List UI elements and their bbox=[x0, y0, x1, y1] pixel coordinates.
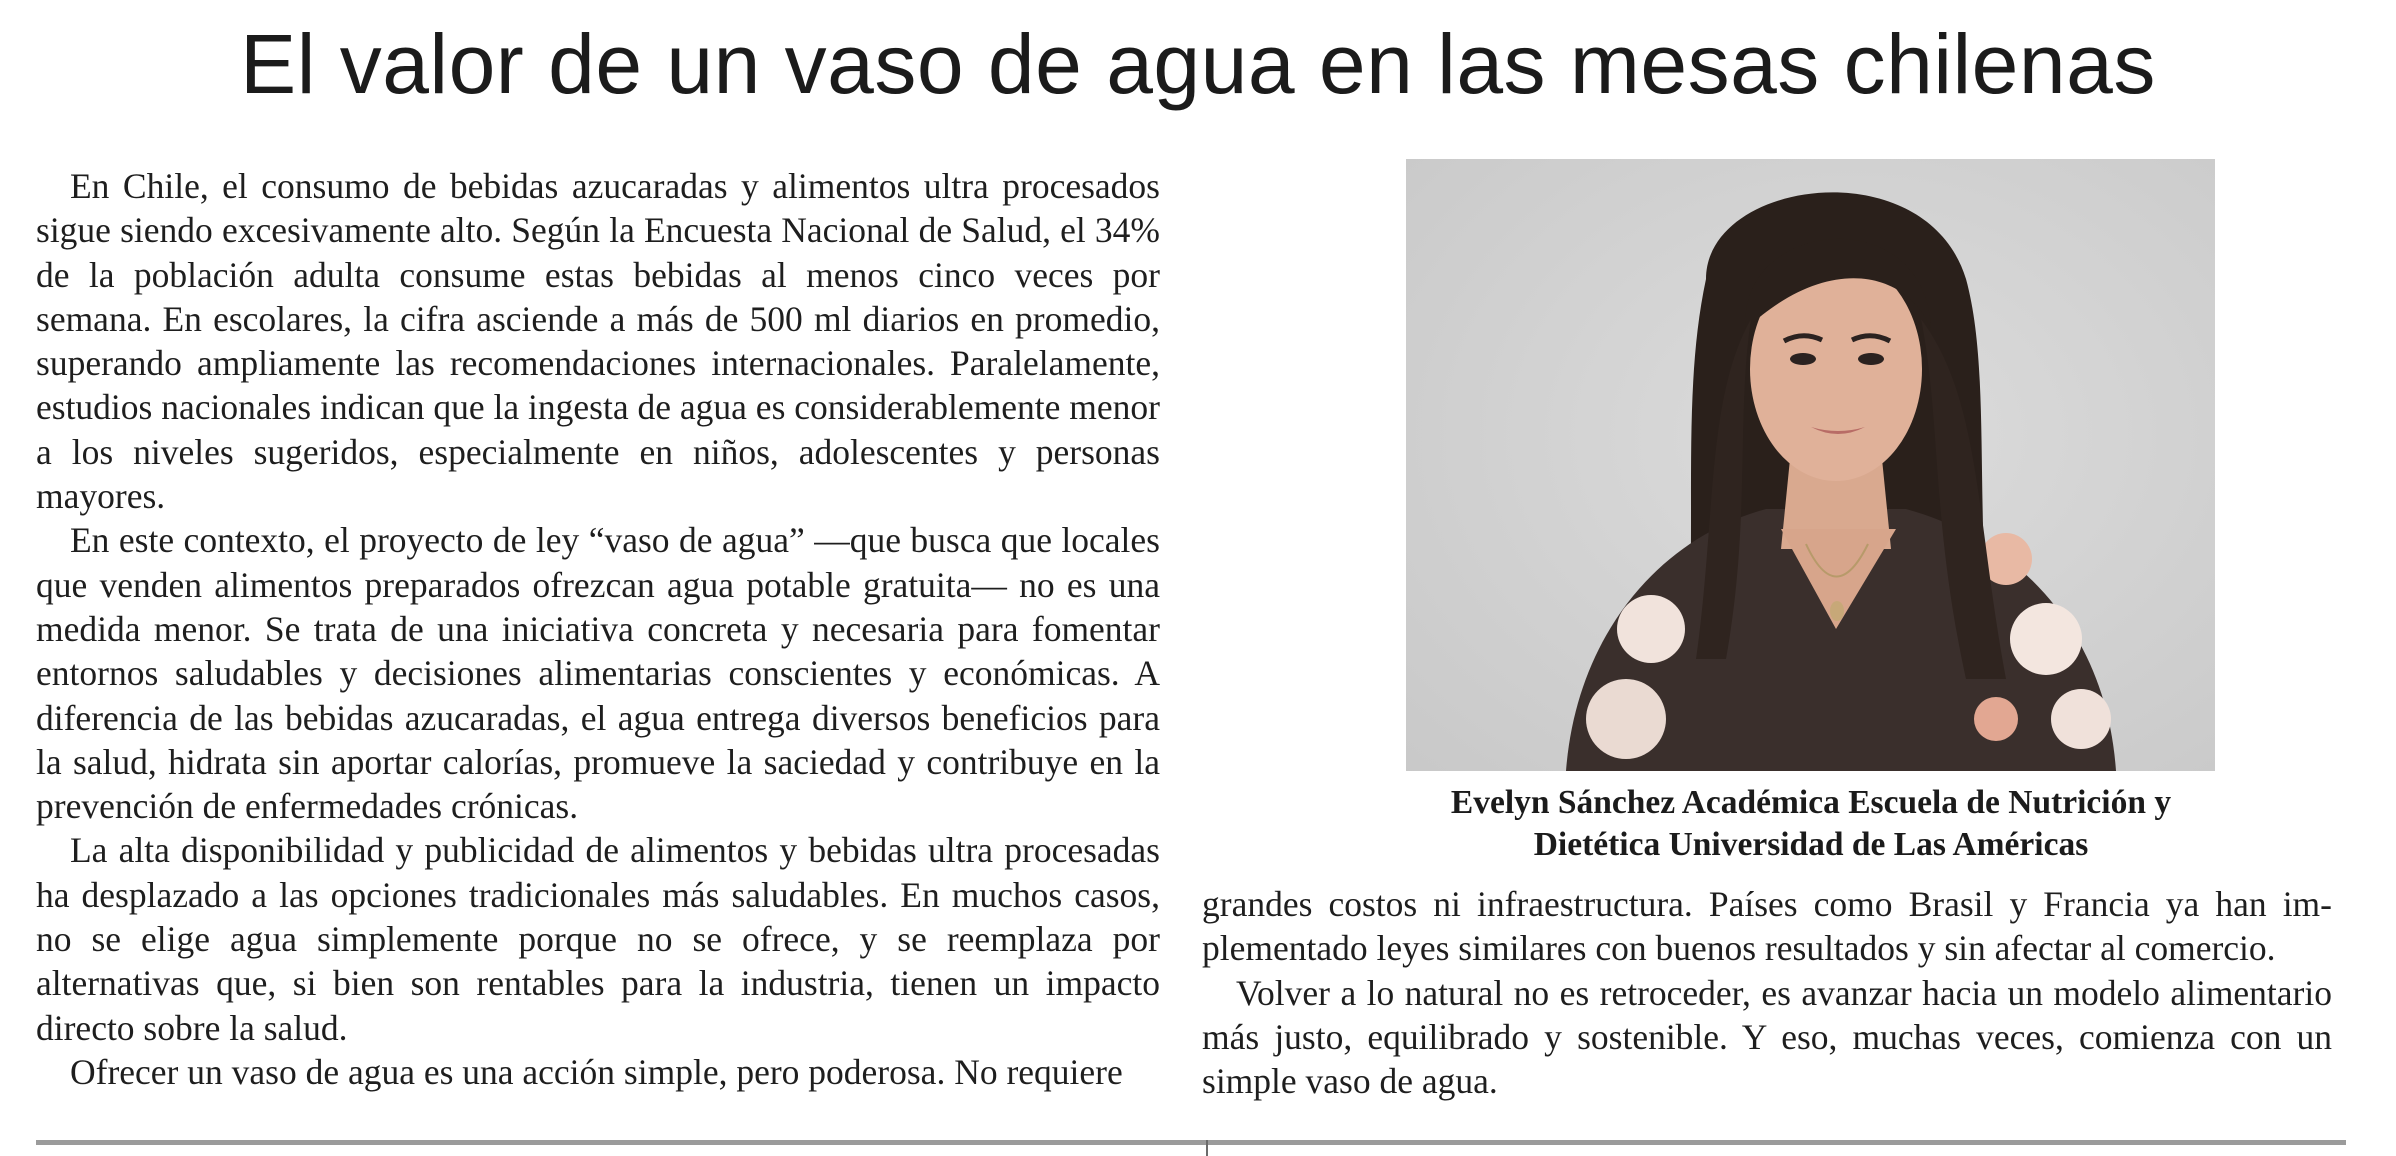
paragraph-2: En este contexto, el proyecto de ley “vaso de agua” —que busca que locales que venden alimentos preparados ofrezcan agua potable gratuita— no es una medida menor. Se trata de una iniciativa concreta y necesaria para fomentar entornos saludables y decisiones alimentarias conscientes y económicas. A diferencia de las bebidas azucaradas, el agua entrega diversos beneficios para la salud, hidrata sin aportar calorías, promueve la saciedad y contribuye en la prevención de enfermedades crónicas. bbox=[36, 520, 1160, 827]
paragraph-5: grandes costos ni infraestructura. Países como Brasil y Francia ya han implementado leyes similares con buenos resultados y sin afectar al comercio. bbox=[1202, 884, 2332, 969]
article-headline: El valor de un vaso de agua en las mesas chilenas bbox=[240, 17, 2156, 111]
author-portrait-illustration bbox=[1406, 159, 2215, 771]
photo-caption bbox=[1290, 782, 2332, 866]
author-portrait-photo bbox=[1406, 159, 2215, 771]
photo-caption-line-2: Dietética Universidad de Las Américas bbox=[1533, 826, 2089, 863]
article-body-right-column bbox=[1202, 882, 2332, 1103]
paragraph-6: Volver a lo natural no es retroceder, es avanzar hacia un modelo alimentario más justo, equilibrado y sostenible. Y eso, muchas veces, comienza con un simple vaso de agua. bbox=[1202, 972, 2332, 1102]
column-divider-tick bbox=[1206, 1140, 1208, 1156]
photo-caption-line-1: Evelyn Sánchez Académica Escuela de Nutrición y bbox=[1450, 784, 2172, 821]
paragraph-4: Ofrecer un vaso de agua es una acción simple, pero poderosa. No requiere bbox=[70, 1051, 1123, 1092]
bottom-rule bbox=[36, 1140, 2346, 1145]
paragraph-3: La alta disponibilidad y publicidad de alimentos y bebidas ultra procesadas ha desplazado a las opciones tradicionales más saludables. En muchos casos, no se elige agua simplemente porque no se ofrece, y se reemplaza por alternativas que, si bien son rentables para la industria, tienen un impacto directo sobre la salud. bbox=[36, 830, 1160, 1048]
article-body-left-column bbox=[36, 164, 1160, 1094]
paragraph-1: En Chile, el consumo de bebidas azucaradas y alimentos ultra procesados sigue siendo excesivamente alto. Según la Encuesta Nacional de Salud, el 34% de la población adulta consume estas bebidas al menos cinco veces por semana. En escolares, la cifra asciende a más de 500 ml diarios en promedio, superando ampliamente las recomendaciones internacionales. Paralelamente, estudios nacionales indican que la ingesta de agua es considerablemente menor a los niveles sugeridos, especialmente en niños, adolescentes y personas mayores. bbox=[36, 166, 1160, 517]
